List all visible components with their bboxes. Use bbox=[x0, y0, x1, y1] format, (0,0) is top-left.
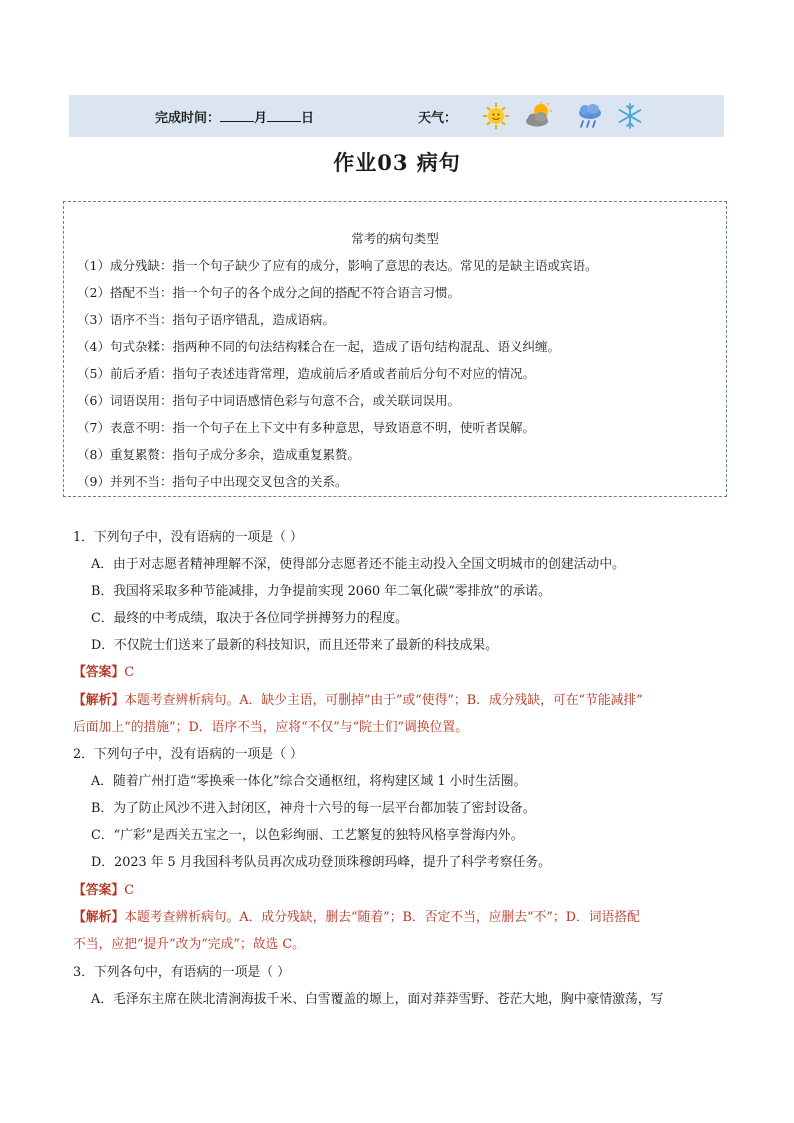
question-2-answer bbox=[73, 879, 134, 898]
analysis-label: 【解析】 bbox=[73, 693, 125, 708]
error-type-item: （7）表意不明：指一个句子在上下文中有多种意思，导致语意不明，使听者误解。 bbox=[77, 420, 535, 435]
completion-time-label: 完成时间： 月 日 bbox=[155, 111, 315, 126]
answer-value: C bbox=[124, 883, 134, 898]
partly-cloudy-icon[interactable] bbox=[524, 101, 554, 131]
answer-label: 【答案】 bbox=[73, 883, 125, 898]
answer-label: 【答案】 bbox=[73, 665, 125, 680]
error-type-item: （9）并列不当：指句子中出现交叉包含的关系。 bbox=[77, 474, 348, 489]
question-3-stem: 3．下列各句中，有语病的一项是（ ） bbox=[73, 965, 290, 980]
question-1-analysis-line-2: 后面加上“的措施”；D．语序不当，应将“不仅”与“院士们”调换位置。 bbox=[73, 720, 469, 735]
question-1-analysis-line-1: 【解析】本题考查辨析病句。A．缺少主语，可删掉“由于”或“使得”；B．成分残缺，可在“节能减排” bbox=[73, 693, 643, 708]
question-2-stem: 2．下列句子中，没有语病的一项是（ ） bbox=[73, 747, 303, 762]
question-1-option-b[interactable]: B．我国将采取多种节能减排，力争提前实现 2060 年二氧化碳“零排放”的承诺。 bbox=[91, 584, 551, 599]
question-2-option-c[interactable]: C．“广彩”是西关五宝之一，以色彩绚丽、工艺繁复的独特风格享誉海内外。 bbox=[91, 828, 524, 843]
rain-icon[interactable] bbox=[575, 101, 605, 131]
sentence-error-types-box bbox=[63, 201, 727, 497]
question-2-option-b[interactable]: B．为了防止风沙不进入封闭区，神舟十六号的每一层平台都加装了密封设备。 bbox=[91, 801, 536, 816]
page-title: 作业03 病句 bbox=[333, 150, 461, 175]
question-1-stem: 1．下列句子中，没有语病的一项是（ ） bbox=[73, 530, 303, 545]
question-1-option-c[interactable]: C．最终的中考成绩，取决于各位同学拼搏努力的程度。 bbox=[91, 611, 408, 626]
error-type-item: （1）成分残缺：指一个句子缺少了应有的成分，影响了意思的表达。常见的是缺主语或宾语。 bbox=[77, 258, 598, 273]
answer-value: C bbox=[124, 665, 134, 680]
question-2-analysis-line-2: 不当，应把“提升”改为“完成”；故选 C。 bbox=[73, 937, 305, 952]
month-blank[interactable] bbox=[220, 109, 254, 122]
question-1-option-d[interactable]: D．不仅院士们送来了最新的科技知识，而且还带来了最新的科技成果。 bbox=[91, 638, 498, 653]
error-type-item: （8）重复累赘：指句子成分多余，造成重复累赘。 bbox=[77, 447, 360, 462]
sunny-icon[interactable] bbox=[481, 101, 511, 131]
question-2-option-d[interactable]: D．2023 年 5 月我国科考队员再次成功登顶珠穆朗玛峰，提升了科学考察任务。 bbox=[91, 855, 551, 870]
error-type-item: （6）词语误用：指句子中词语感情色彩与句意不合，或关联词误用。 bbox=[77, 393, 460, 408]
box-title: 常考的病句类型 bbox=[351, 231, 439, 246]
weather-label: 天气： bbox=[418, 111, 458, 126]
question-1-option-a[interactable]: A．由于对志愿者精神理解不深，使得部分志愿者还不能主动投入全国文明城市的创建活动中。 bbox=[91, 557, 625, 572]
question-2-analysis-line-1: 【解析】本题考查辨析病句。A．成分残缺，删去“随着”；B．否定不当，应删去“不”；D．词语搭配 bbox=[73, 910, 640, 925]
error-type-item: （2）搭配不当：指一个句子的各个成分之间的搭配不符合语言习惯。 bbox=[77, 285, 460, 300]
error-type-item: （4）句式杂糅：指两种不同的句法结构糅合在一起，造成了语句结构混乱、语义纠缠。 bbox=[77, 339, 560, 354]
analysis-label: 【解析】 bbox=[73, 910, 125, 925]
header-band bbox=[69, 95, 724, 137]
day-blank[interactable] bbox=[267, 109, 301, 122]
question-2-option-a[interactable]: A．随着广州打造“零换乘一体化”综合交通枢纽，将构建区域 1 小时生活圈。 bbox=[91, 774, 527, 789]
question-3-option-a[interactable]: A．毛泽东主席在陕北清涧海拔千米、白雪覆盖的塬上，面对莽莽雪野、苍茫大地，胸中豪情激荡，写 bbox=[91, 992, 664, 1007]
error-type-item: （3）语序不当：指句子语序错乱，造成语病。 bbox=[77, 312, 335, 327]
question-1-answer bbox=[73, 661, 134, 680]
error-type-item: （5）前后矛盾：指句子表述违背常理，造成前后矛盾或者前后分句不对应的情况。 bbox=[77, 366, 535, 381]
snowflake-icon[interactable] bbox=[615, 101, 645, 131]
